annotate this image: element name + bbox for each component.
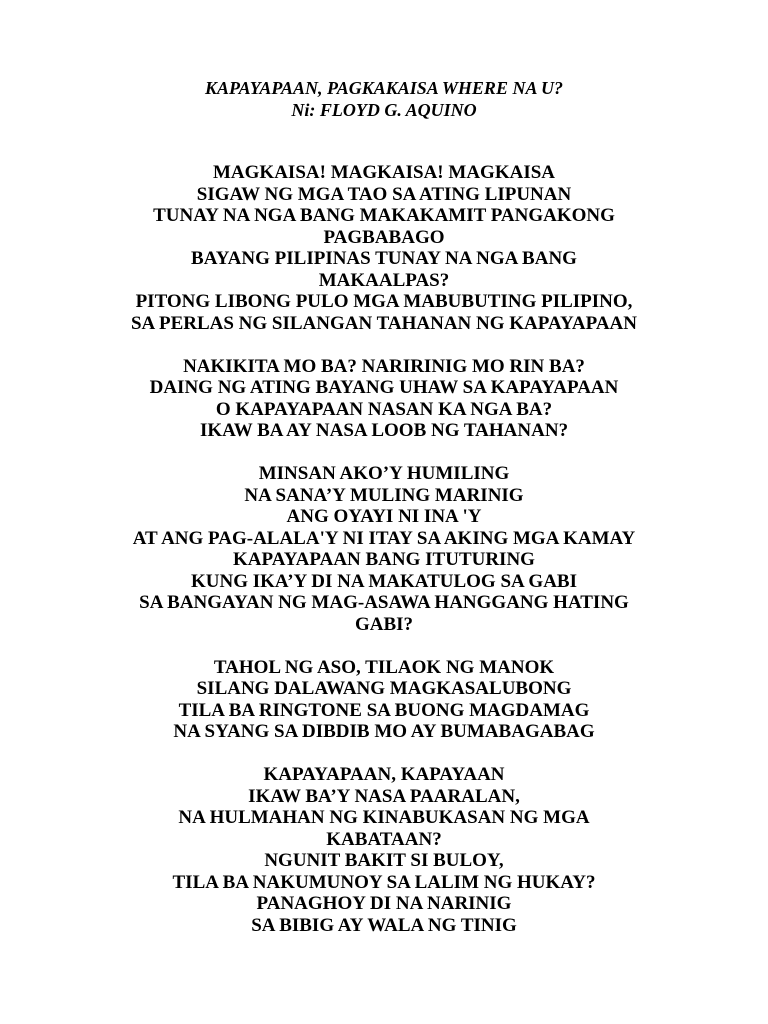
poem-line: SA BIBIG AY WALA NG TINIG xyxy=(251,914,517,936)
poem-line: SILANG DALAWANG MAGKASALUBONG xyxy=(196,678,572,699)
poem-line: TUNAY NA NGA BANG MAKAKAMIT PANGAKONG xyxy=(153,205,615,226)
poem-line: GABI? xyxy=(354,613,414,635)
poem-line: TAHOL NG ASO, TILAOK NG MANOK xyxy=(213,656,555,678)
poem-line: MINSAN AKO’Y HUMILING xyxy=(258,463,510,484)
poem-line: MAKAALPAS? xyxy=(318,269,450,291)
poem-line: BAYANG PILIPINAS TUNAY NA NGA BANG xyxy=(191,248,577,269)
poem-line: KABATAAN? xyxy=(326,828,442,850)
poem-line: SA PERLAS NG SILANGAN TAHANAN NG KAPAYAPAAN xyxy=(130,312,638,334)
poem-line: DAING NG ATING BAYANG UHAW SA KAPAYAPAAN xyxy=(149,377,619,398)
poem-line: MAGKAISA! MAGKAISA! MAGKAISA xyxy=(213,162,555,183)
poem-line: KUNG IKA’Y DI NA MAKATULOG SA GABI xyxy=(190,570,577,592)
stanza xyxy=(0,463,768,635)
stanza xyxy=(0,657,768,743)
poem-line: SIGAW NG MGA TAO SA ATING LIPUNAN xyxy=(196,183,572,205)
poem-line: KAPAYAPAAN, KAPAYAAN xyxy=(263,764,505,785)
stanza xyxy=(0,764,768,936)
poem-line: ANG OYAYI NI INA 'Y xyxy=(286,506,482,527)
poem-body xyxy=(0,162,768,958)
stanza xyxy=(0,162,768,334)
poem-line: NA HULMAHAN NG KINABUKASAN NG MGA xyxy=(178,807,590,828)
poem-line: NA SYANG SA DIBDIB MO AY BUMABAGABAG xyxy=(173,721,595,742)
poem-line: SA BANGAYAN NG MAG-ASAWA HANGGANG HATING xyxy=(139,592,629,613)
poem-line: NGUNIT BAKIT SI BULOY, xyxy=(264,850,504,871)
poem-line: PANAGHOY DI NA NARINIG xyxy=(256,893,512,914)
poem-line: NAKIKITA MO BA? NARIRINIG MO RIN BA? xyxy=(183,355,585,377)
poem-author: Ni: FLOYD G. AQUINO xyxy=(291,100,477,120)
poem-line: NA SANA’Y MULING MARINIG xyxy=(244,484,524,506)
poem-line: PITONG LIBONG PULO MGA MABUBUTING PILIPINO, xyxy=(135,291,633,312)
poem-line: KAPAYAPAAN BANG ITUTURING xyxy=(233,549,535,570)
poem-title: KAPAYAPAAN, PAGKAKAISA WHERE NA U? xyxy=(205,78,563,98)
stanza xyxy=(0,356,768,442)
poem-line: TILA BA RINGTONE SA BUONG MAGDAMAG xyxy=(178,699,590,721)
poem-line: TILA BA NAKUMUNOY SA LALIM NG HUKAY? xyxy=(172,871,596,893)
poem-line: PAGBABAGO xyxy=(323,226,445,248)
poem-line: IKAW BA’Y NASA PAARALAN, xyxy=(248,785,520,807)
poem-line: O KAPAYAPAAN NASAN KA NGA BA? xyxy=(215,398,553,420)
poem-header xyxy=(0,77,768,121)
poem-line: AT ANG PAG-ALALA'Y NI ITAY SA AKING MGA KAMAY xyxy=(132,527,636,549)
poem-line: IKAW BA AY NASA LOOB NG TAHANAN? xyxy=(199,420,569,441)
